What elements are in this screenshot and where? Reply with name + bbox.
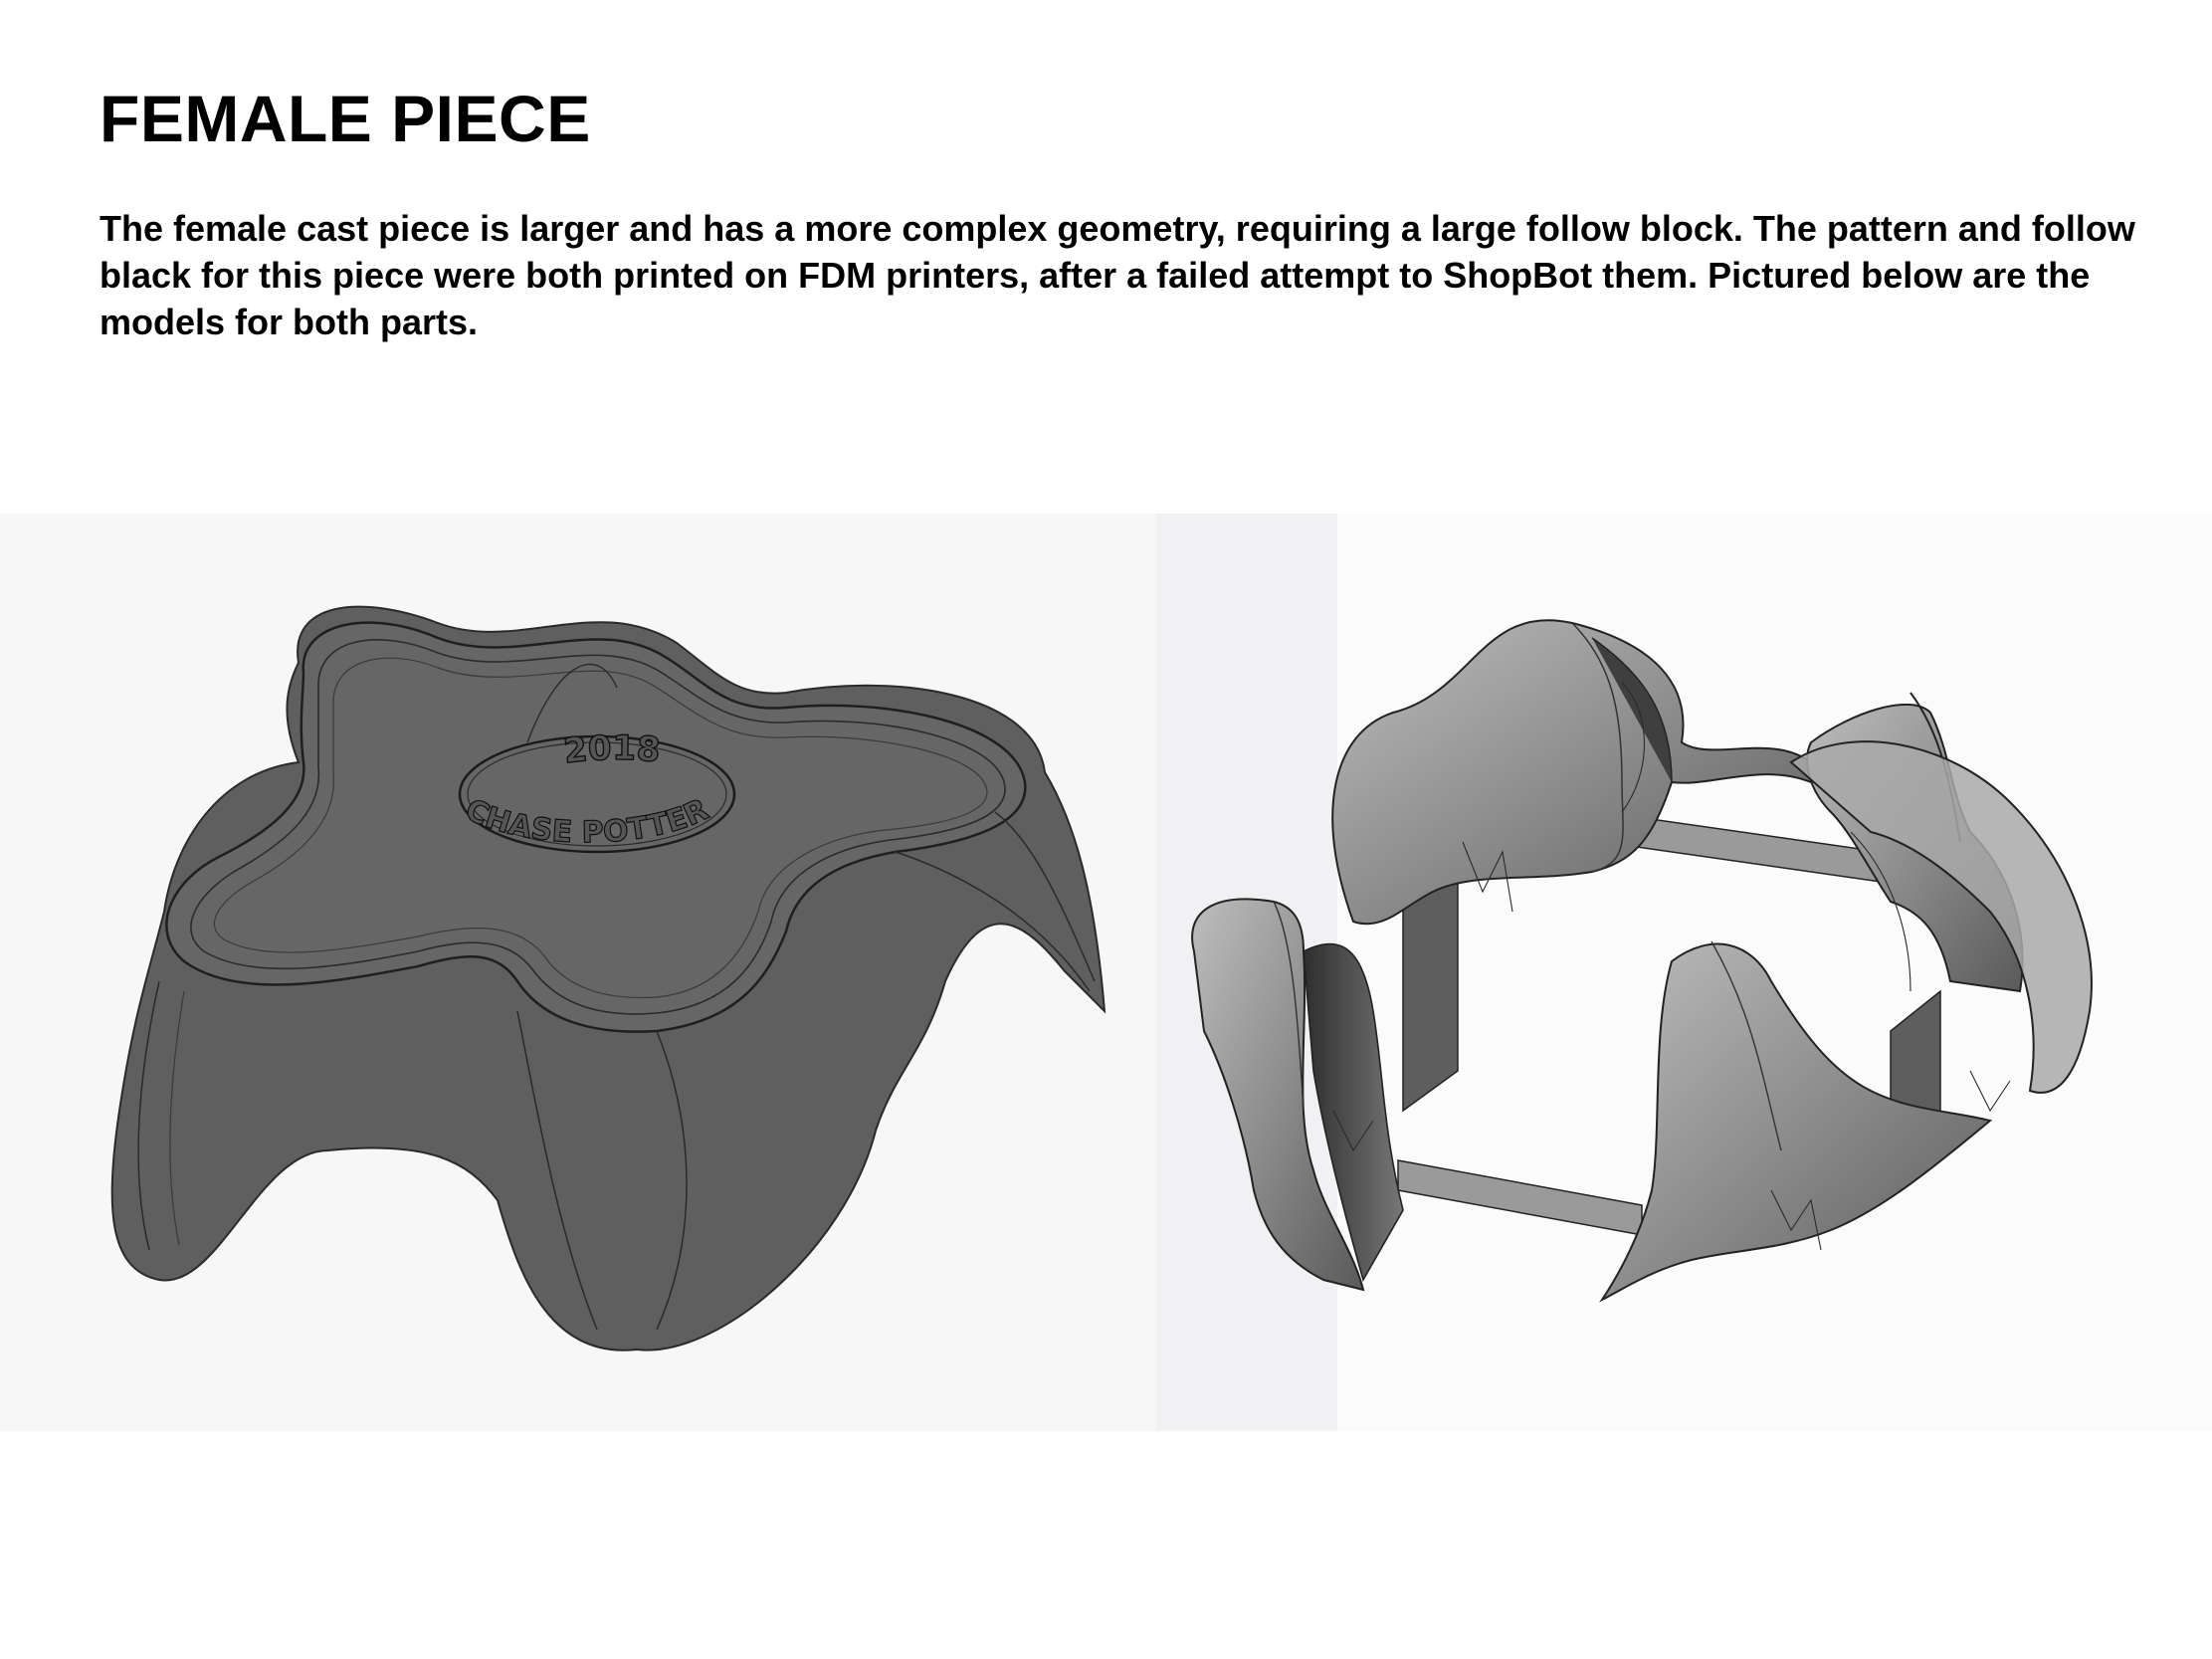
- shell-top-left: [1332, 620, 1811, 924]
- engraved-year: 2018: [561, 727, 662, 772]
- description-text: The female cast piece is larger and has a more complex geometry, requiring a large follow block. The pattern and follow black for this piece were both printed on FDM printers, after a failed attempt to ShopBot them. Pictured below are the models for both parts.: [100, 208, 2135, 342]
- follow-block-model: [1154, 514, 2212, 1431]
- page-title: FEMALE PIECE: [100, 82, 591, 155]
- engraved-name: CHASE POTTER: [460, 791, 714, 851]
- female-pattern-model: [0, 514, 1156, 1431]
